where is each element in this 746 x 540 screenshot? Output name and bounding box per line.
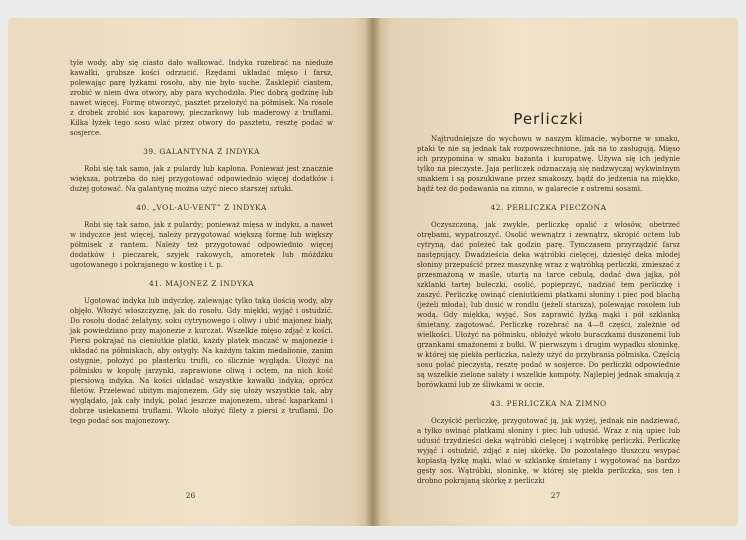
right-page-number: 27 (550, 491, 561, 500)
recipe-40-text: Robi się tak samo, jak z pulardy; ponieważ mięsa w indyku, a nawet w indyczce jest więcej, należy przygotować większą formę lub większy półmisek z rantem. Należy też przygotować odpowiednio więcej dodatków i pieczarek, szyjek rakowych, amoretek lub móżdżku ugotowanego i pokrajanego w kostkę i t. p. (70, 221, 333, 269)
recipe-39-text: Robi się tak samo, jak z pulardy lub kapłona. Ponieważ jest znacznie większa, potrzeba do niej przygotować odpowiednio więcej dodatków i dużej gotować. Na galantynę można użyć nieco starszej sztuki. (70, 165, 333, 193)
recipe-42-text: Oczyszczoną, jak zwykle, perliczkę opalić z włosów, obetrzeć otrębami, wypatroszyć. Osolić wewnątrz i zewnątrz, skropić octem lub cytryną, dać poleżeć tak godzin parę. Tymczasem przyrządzić farsz następujący. Dwadzieścia deka wątróbki cielęcej, dziesięć deka młodej słoniny przepuścić przez maszynkę wraz z wątróbką perliczki, zmieszać z przesmażoną w maśle, utartą na tarce cebulą, dodać dwa jajka, pół szklanki tartej bułeczki, osolić, popieprzyć, nadziać tem perliczkę i zaszyć. Perliczkę owinąć cieniutkiemi płatkami słoniny i piec pod blachą (jeżeli młoda), lub dusić w rondlu (jeżeli starsza), polewając rosołem lub wodą. Gdy miękka, wyjąć. Sos zaprawić łyżką mąki i pół szklanką śmietany, zagotować. Perliczkę rozebrać na 4—8 części, zależnie od wielkości. Ułożyć na półmisku, obłożyć wkoło buraczkami duszonemi lub grzankami smażonemi z bułki. W pierwszym i drugim wypadku słoninkę, w której się piekła perliczka, należy użyć do przybrania półmiska. Częścią sosu polać pieczystą, resztę podać w sosjerce. Do perliczki odpowiednie są wszelkie zielone sałaty i wszelkie kompoty. Najlepiej jednak smakują z borówkami lub ze śliwkami w occie. (417, 221, 680, 389)
recipe-40-heading: 40. „VOL-AU-VENT” Z INDYKA (136, 203, 267, 212)
left-page (8, 18, 373, 526)
chapter-title: Perliczki (513, 110, 584, 128)
right-page (373, 18, 738, 526)
recipe-43-text: Oczyścić perliczkę, przygotować ją, jak wyżej, jednak nie nadziewać, a tylko owinąć płatkami słoniny i piec lub udusić. Wraz z nią upiec lub udusić trzydzieści deka wątróbki cielęcej i wątróbkę perliczki. Perliczkę wyjąć i ostudzić, zdjąć z niej skórkę. Do pozostałego tłuszczu wsypać kopiastą łyżkę mąki, wlać w szklankę śmietany i wygotować na bardzo gęsty sos. Wątróbki, słoninkę, w której się piekła perliczka, sos ten i drobno pokrajaną skórkę z perliczki (417, 417, 680, 485)
open-book (8, 6, 738, 534)
recipe-39-heading: 39. GALANTYNA Z INDYKA (143, 147, 260, 156)
recipe-42-heading: 42. PERLICZKA PIECZONA (490, 203, 607, 212)
recipe-38-continuation: tyle wody, aby się ciasto dało wałkować. Indyka rozebrać na nieduże kawałki, grubsze kości odrzucić. Rzędami układać mięso i farsz, polewając parę łyżkami rosołu, aby nie było suche. Zasklepić ciastem, zrobić w niem dwa otwory, aby para wychodziła. Piec dobrą godzinę lub nawet więcej. Formę otworzyć, pasztet przełożyć na półmisek. Na rosole z drobek zrobić sos kaparowy, pieczarkowy lub maderowy z truflami. Kilka łyżek tego sosu wlać przez otwory do pasztetu, resztę podać w sosjerce. (70, 59, 333, 137)
chapter-intro: Najtrudniejsze do wychowu w naszym klimacie, wyborne w smaku, ptaki te nie są jednak tak rozpowszechnione, jak na to zasługują. Mięso ich przypomina w smaku bażanta i kuropatwę. Używa się ich jedynie tylko na pieczyste. Jaja perliczek odznaczają się nadzwyczaj wykwintnym smakiem i są poszukiwane przez smakoszy, bądź do jedzenia na miękko, bądź też do podawania na zimno, w galarecie z ostremi sosami. (417, 135, 680, 193)
right-page-text (417, 58, 680, 486)
recipe-41-text: Ugotować indyka lub indyczkę, zalewając tylko taką ilością wody, aby objęło. Włożyć włoszczyznę, jak do rosołu. Gdy miękki, wyjąć i ostudzić. Do rosołu dodać żelatyny, soku cytrynowego i oliwy i ubić majonez biały, jak powiedziano przy majonezie z kurczat. Wszelkie mięso zdjąć z kości. Piersi pokrajać na cieniutkie platki, każdy platek maczać w majonezie i układać na półmiskach, aby ostygły. Na każdym takim medalionie, zanim ostygnie, położyć po plasterku trufli, co ślicznie wygląda. Ułożyć na półmisku w kopułę jarzynki, zaprawione oliwą i octem, na nich kość piersiową indyka. Na kości układać wszystkie kawałki indyka, oprócz filetów. Przelewać ubitym majonezem. Gdy się ułoży wszystkie tak, aby wyglądało, jak cały indyk, polać jeszcze majonezem, ubrać kaparkami i dobrze usiekanemi truflami. Wkoło ułożyć filety z piersi z truflami. Do tego podać sos majonezowy. (70, 297, 333, 425)
recipe-43-heading: 43. PERLICZKA NA ZIMNO (490, 399, 607, 408)
recipe-41-heading: 41. MAJONEZ Z INDYKA (149, 279, 254, 288)
left-page-number: 26 (185, 491, 196, 500)
left-page-text (70, 58, 333, 426)
